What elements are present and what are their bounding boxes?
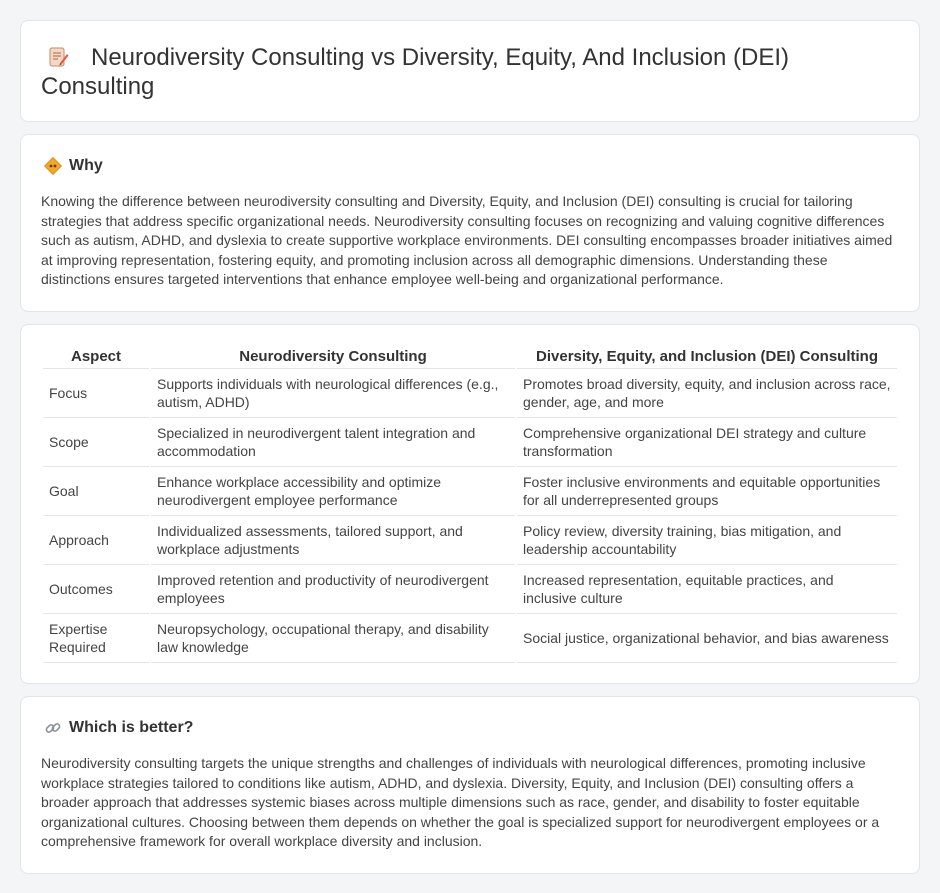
- cell-dei: Comprehensive organizational DEI strategy and culture transformation: [517, 418, 897, 467]
- link-icon: [44, 719, 62, 737]
- comparison-table: [41, 345, 899, 663]
- better-heading-text: Which is better?: [69, 719, 194, 736]
- cell-neuro: Improved retention and productivity of neurodivergent employees: [151, 565, 515, 614]
- page-title: [41, 43, 899, 101]
- table-row: [43, 565, 897, 614]
- why-card: [20, 134, 920, 312]
- cell-aspect: Scope: [43, 418, 149, 467]
- cell-dei: Policy review, diversity training, bias mitigation, and leadership accountability: [517, 516, 897, 565]
- cell-neuro: Specialized in neurodivergent talent integration and accommodation: [151, 418, 515, 467]
- cell-neuro: Individualized assessments, tailored support, and workplace adjustments: [151, 516, 515, 565]
- cell-aspect: Outcomes: [43, 565, 149, 614]
- title-card: [20, 20, 920, 122]
- diamond-sign-icon: [44, 157, 62, 175]
- header-dei: Diversity, Equity, and Inclusion (DEI) Consulting: [517, 345, 897, 369]
- table-row: [43, 369, 897, 418]
- why-heading: [41, 157, 899, 175]
- cell-neuro: Supports individuals with neurological differences (e.g., autism, ADHD): [151, 369, 515, 418]
- cell-aspect: Approach: [43, 516, 149, 565]
- table-header-row: [43, 345, 897, 369]
- which-better-card: [20, 696, 920, 874]
- table-row: [43, 418, 897, 467]
- better-text: Neurodiversity consulting targets the unique strengths and challenges of individuals with neurological differences, promoting inclusive workplace strategies tailored to conditions like autism, ADHD, and dyslexia. Diversity, Equity, and Inclusion (DEI) consulting offers a broader approach that addresses systemic biases across multiple dimensions such as race, gender, and disability to foster equitable organizational cultures. Choosing between them depends on whether the goal is specialized support for neurodivergent employees or a comprehensive framework for overall workplace diversity and inclusion.: [41, 755, 880, 849]
- cell-aspect: Expertise Required: [43, 614, 149, 663]
- table-row: [43, 467, 897, 516]
- page-title-text: Neurodiversity Consulting vs Diversity, Equity, And Inclusion (DEI) Consulting: [41, 44, 790, 100]
- table-row: [43, 614, 897, 663]
- header-neurodiversity: Neurodiversity Consulting: [151, 345, 515, 369]
- why-text: Knowing the difference between neurodiversity consulting and Diversity, Equity, and Inclusion (DEI) consulting is crucial for tailoring strategies that address specific organizational needs. Neurodiversity consulting focuses on recognizing and valuing cognitive differences such as autism, ADHD, and dyslexia to create supportive workplace environments. DEI consulting encompasses broader initiatives aimed at improving representation, fostering equity, and promoting inclusion across all demographic dimensions. Understanding these distinctions ensures targeted interventions that enhance employee well-being and organizational performance.: [41, 193, 893, 287]
- cell-aspect: Focus: [43, 369, 149, 418]
- cell-dei: Increased representation, equitable practices, and inclusive culture: [517, 565, 897, 614]
- comparison-card: [20, 324, 920, 684]
- cell-neuro: Neuropsychology, occupational therapy, and disability law knowledge: [151, 614, 515, 663]
- better-heading: [41, 719, 899, 737]
- cell-dei: Promotes broad diversity, equity, and inclusion across race, gender, age, and more: [517, 369, 897, 418]
- cell-aspect: Goal: [43, 467, 149, 516]
- table-row: [43, 516, 897, 565]
- memo-icon: [47, 46, 69, 68]
- why-heading-text: Why: [69, 157, 103, 174]
- cell-dei: Social justice, organizational behavior, and bias awareness: [517, 614, 897, 663]
- cell-dei: Foster inclusive environments and equitable opportunities for all underrepresented groups: [517, 467, 897, 516]
- cell-neuro: Enhance workplace accessibility and optimize neurodivergent employee performance: [151, 467, 515, 516]
- header-aspect: Aspect: [43, 345, 149, 369]
